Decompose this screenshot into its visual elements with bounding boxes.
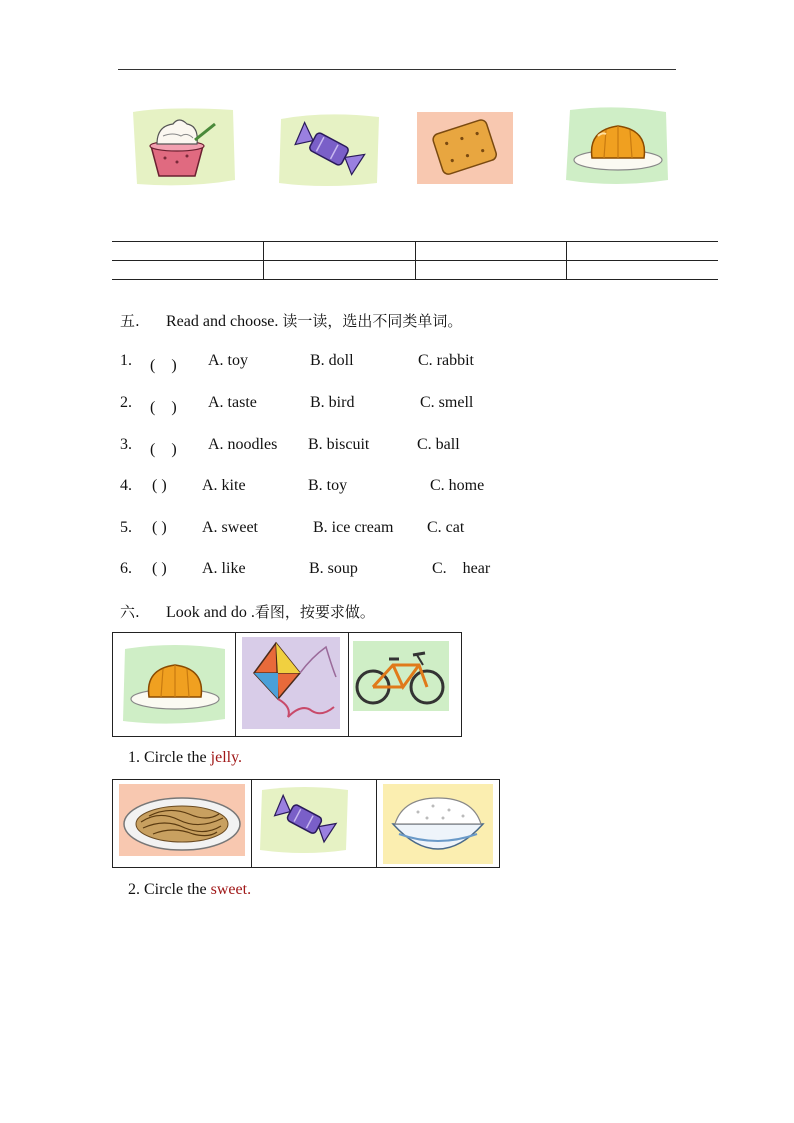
section5-title: Read and choose. <box>166 313 279 330</box>
top-rule <box>118 69 676 70</box>
question-number: 5. <box>120 519 132 536</box>
section5-instruction: 读一读，选出不同类单词。 <box>282 312 463 330</box>
option-a: A. toy <box>208 352 248 369</box>
ice-cream-icon <box>129 106 237 188</box>
task1-option-kite[interactable] <box>236 633 349 737</box>
bike-icon <box>353 641 449 711</box>
answer-parentheses[interactable]: ( ) <box>152 477 167 494</box>
rice-icon <box>383 784 493 864</box>
jelly-icon <box>562 104 672 188</box>
task2-target-word: sweet. <box>210 881 252 898</box>
biscuit-icon <box>417 112 513 184</box>
option-c: C. hear <box>432 560 491 577</box>
answer-parentheses[interactable]: ( ) <box>152 560 167 577</box>
option-a: A. sweet <box>202 519 258 536</box>
section6-number: 六. <box>120 603 140 621</box>
task1-target-word: jelly. <box>210 749 243 766</box>
answer-parentheses[interactable]: ( ) <box>150 399 177 416</box>
sweet-icon <box>258 784 350 856</box>
option-c: C. cat <box>427 519 465 536</box>
option-b: B. ice cream <box>313 519 394 536</box>
option-b: B. toy <box>308 477 348 494</box>
option-c: C. rabbit <box>418 352 474 369</box>
kite-icon <box>242 637 340 729</box>
option-b: B. bird <box>310 394 355 411</box>
writing-lines-table <box>112 241 718 280</box>
task2-option-rice[interactable] <box>377 780 500 868</box>
section5-number: 五. <box>120 312 140 330</box>
question-number: 6. <box>120 560 132 577</box>
task1-option-jelly[interactable] <box>113 633 236 737</box>
option-b: B. soup <box>309 560 358 577</box>
sweet-icon <box>275 111 383 189</box>
answer-parentheses[interactable]: ( ) <box>152 519 167 536</box>
question-number: 1. <box>120 352 132 369</box>
answer-parentheses[interactable]: ( ) <box>150 441 177 458</box>
task2-prefix: 2. Circle the <box>128 881 211 898</box>
option-c: C. ball <box>417 436 460 453</box>
task2-option-noodles[interactable] <box>113 780 252 868</box>
task1-prefix: 1. Circle the <box>128 749 211 766</box>
section5-heading <box>120 310 462 331</box>
option-a: A. like <box>202 560 246 577</box>
noodles-icon <box>119 784 245 856</box>
option-a: A. taste <box>208 394 257 411</box>
option-b: B. doll <box>310 352 354 369</box>
option-a: A. noodles <box>208 436 278 453</box>
question-number: 4. <box>120 477 132 494</box>
answer-parentheses[interactable]: ( ) <box>150 357 177 374</box>
task2-instruction <box>128 881 251 899</box>
section6-instruction: 看图，按要求做。 <box>254 603 375 621</box>
option-a: A. kite <box>202 477 246 494</box>
task2-option-sweet[interactable] <box>252 780 377 868</box>
task1-option-bike[interactable] <box>349 633 462 737</box>
task2-image-table <box>112 779 500 868</box>
section6-title: Look and do . <box>166 604 255 621</box>
option-c: C. home <box>430 477 485 494</box>
option-b: B. biscuit <box>308 436 370 453</box>
section6-heading <box>120 601 375 622</box>
jelly-icon <box>119 641 229 727</box>
task1-instruction <box>128 749 242 767</box>
question-number: 2. <box>120 394 132 411</box>
question-number: 3. <box>120 436 132 453</box>
task1-image-table <box>112 632 462 737</box>
option-c: C. smell <box>420 394 474 411</box>
